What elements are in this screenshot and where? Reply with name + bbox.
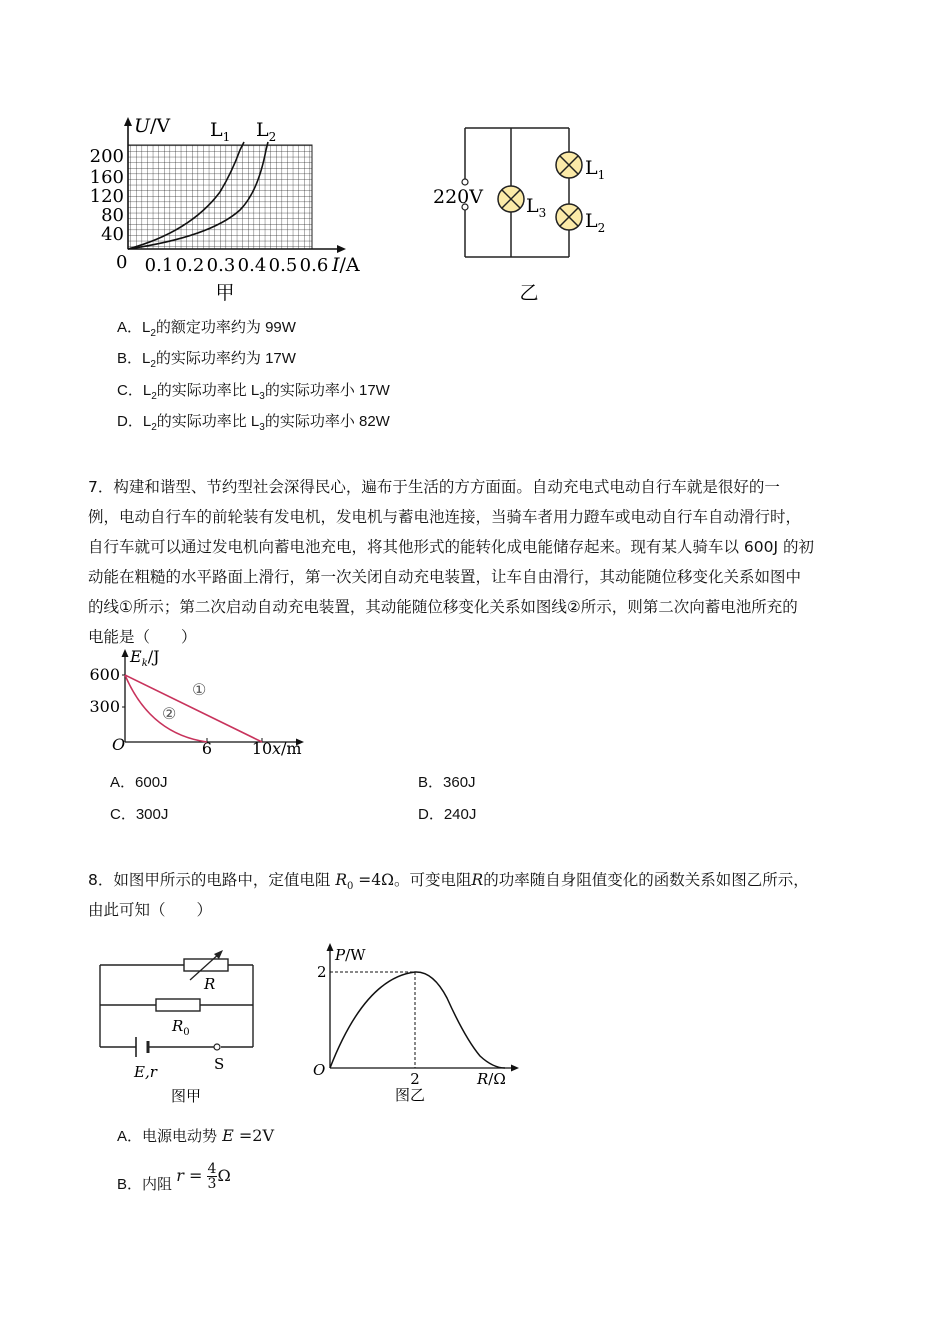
svg-text:6: 6 xyxy=(201,739,213,758)
label-l1: $L_1$ xyxy=(210,119,231,144)
svg-text:0.5: 0.5 xyxy=(268,255,298,276)
svg-text:40: 40 xyxy=(101,224,124,245)
svg-text:300: 300 xyxy=(89,697,120,716)
svg-text:0.6: 0.6 xyxy=(299,255,329,276)
q6-option-c: C．$L_2$的实际功率比 $L_3$的实际功率小 17W xyxy=(117,382,390,402)
voltage-label: 220V xyxy=(433,186,483,208)
svg-text:R0: $R_0$ xyxy=(172,1017,190,1038)
q7-option-a: A．600J xyxy=(110,774,168,791)
lamp-l1 xyxy=(556,152,582,178)
y-axis-label: $E_k/J$ xyxy=(130,647,160,669)
q7-question: 7．构建和谐型、节约型社会深得民心，遍布于生活的方方面面。自动充电式电动自行车就是很好的一 例，电动自行车的前轮装有发电机，发电机与蓄电池连接，当骑车者用力蹬车或电动自行车自动滑行时， 自行车就可以通过发电机向蓄电池充电，将其他形式的能转化成电能储存起来。现有某人骑车以 600J 的初 动能在粗糙的水平路面上滑行，第一次关闭自动充电装置，让车自由滑行，其动能随位移变化关系如图中 的线①所示；第二次启动自动充电装置，其动能随位移变化关系如图线②所示，则第二次向蓄电池所充的 电能是（ ） xyxy=(88,478,815,646)
q7-option-c: C．300J xyxy=(110,806,169,823)
svg-text:0.1: 0.1 xyxy=(144,255,174,276)
svg-text:O: O xyxy=(112,735,126,754)
label-l1-circuit: $L_1$ xyxy=(585,157,606,182)
svg-text:80: 80 xyxy=(101,205,124,226)
q6-option-a: A．$L_2$的额定功率约为 99W xyxy=(117,319,296,339)
svg-text:0.2: 0.2 xyxy=(175,255,205,276)
caption-yi: 乙 xyxy=(519,282,539,304)
svg-text:图乙: 图乙 xyxy=(394,1086,426,1104)
svg-text:200: 200 xyxy=(89,146,124,167)
y-tick-labels xyxy=(90,146,124,245)
q8-circuit-jia xyxy=(90,950,270,1110)
label-l3: $L_3$ xyxy=(526,195,547,220)
origin-label: 0 xyxy=(116,252,128,273)
power-curve xyxy=(330,972,505,1068)
q8-power-graph-yi xyxy=(305,938,520,1110)
svg-text:P/W: P/W xyxy=(335,946,366,964)
svg-text:图甲: 图甲 xyxy=(170,1087,202,1105)
svg-text:0.4: 0.4 xyxy=(237,255,267,276)
q6-option-d: D．$L_2$的实际功率比 $L_3$的实际功率小 82W xyxy=(117,413,390,433)
lamp-l3 xyxy=(498,186,524,212)
lamp-l2 xyxy=(556,204,582,230)
svg-text:0.3: 0.3 xyxy=(206,255,236,276)
figure-yi-lamp-circuit xyxy=(425,112,625,307)
label-circle-1: ① xyxy=(192,680,207,699)
q8-question: 8．如图甲所示的电路中，定值电阻 $R_0 =4\Omega$。可变电阻R的功率随自身阻值变化的函数关系如图乙所示， 由此可知（ ） xyxy=(88,871,809,919)
svg-text:S: S xyxy=(214,1055,225,1073)
x-tick-labels xyxy=(145,255,329,276)
q8-option-a: A．电源电动势 E =2V xyxy=(117,1126,275,1145)
svg-text:R/Ω: R/Ω xyxy=(477,1070,506,1088)
svg-text:10: 10 xyxy=(251,739,273,758)
svg-text:x/m: x/m xyxy=(272,739,302,758)
q6-option-b: B．$L_2$的实际功率约为 17W xyxy=(117,350,296,370)
q7-ek-x-graph xyxy=(89,642,310,760)
svg-text:2: 2 xyxy=(317,963,327,981)
y-axis-label: U/V xyxy=(134,115,171,137)
svg-text:2: 2 xyxy=(410,1070,420,1088)
label-l2-circuit: $L_2$ xyxy=(585,210,606,235)
svg-text:160: 160 xyxy=(89,167,124,188)
q7-option-d: D．240J xyxy=(418,806,477,823)
label-circle-2: ② xyxy=(162,704,177,723)
svg-text:E,r: E,r xyxy=(134,1063,157,1081)
caption-jia: 甲 xyxy=(215,282,235,304)
x-axis-label: I/A xyxy=(332,254,360,276)
svg-text:O: O xyxy=(313,1061,326,1079)
q7-number: 7． xyxy=(88,478,114,496)
svg-text:120: 120 xyxy=(89,186,124,207)
svg-text:R: R xyxy=(204,975,216,993)
label-l2: $L_2$ xyxy=(256,119,277,144)
q7-option-b: B．360J xyxy=(418,774,476,791)
q8-option-b: B．内阻 r = $\frac{4}{3}$ Ω xyxy=(117,1161,231,1193)
svg-text:600: 600 xyxy=(89,665,120,684)
figure-jia-ui-graph xyxy=(80,112,380,307)
